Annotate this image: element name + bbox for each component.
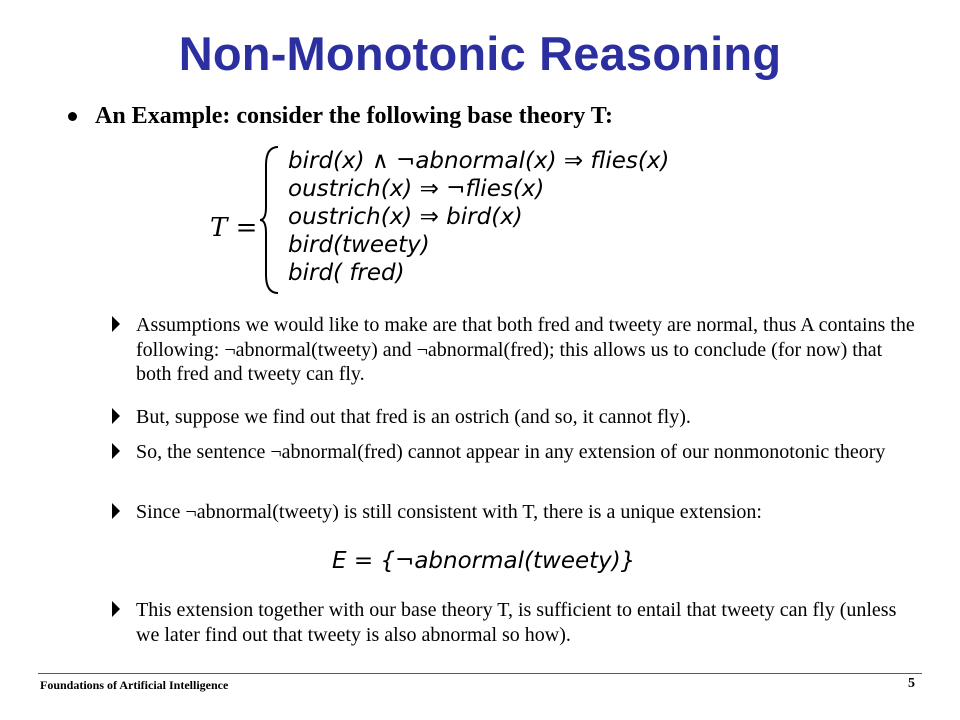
slide-title: Non-Monotonic Reasoning <box>178 27 782 80</box>
left-brace-icon <box>258 145 282 295</box>
footer-divider <box>38 673 922 674</box>
sub-bullet-text: Since ¬abnormal(tweety) is still consistent with T, there is a unique extension: <box>136 501 762 523</box>
sub-bullet-text: This extension together with our base theory T, is sufficient to entail that tweety can fly (unless we later find out that tweety is also abnormal so how). <box>136 599 897 646</box>
page-number: 5 <box>908 676 915 691</box>
arrow-bullet-icon <box>112 408 120 424</box>
arrow-bullet-icon <box>112 316 120 332</box>
theory-rule: bird(tweety) <box>288 232 430 258</box>
theory-rule: oustrich(x) ⇒ bird(x) <box>288 204 523 230</box>
sub-bullet-text: Assumptions we would like to make are that both fred and tweety are normal, thus A contains the following: ¬abnormal(tweety) and ¬abnormal(fred); this allows us to conclude (for now) that both fred and tweety can fly. <box>136 314 915 385</box>
sub-bullet-text: But, suppose we find out that fred is an ostrich (and so, it cannot fly). <box>136 406 691 428</box>
base-theory <box>210 145 710 295</box>
footer-course-title: Foundations of Artificial Intelligence <box>40 678 229 692</box>
theory-label: T = <box>210 213 258 243</box>
arrow-bullet-icon <box>112 443 120 459</box>
main-bullet-text: An Example: consider the following base theory T: <box>95 103 614 129</box>
theory-rule: bird(x) ∧ ¬abnormal(x) ⇒ flies(x) <box>288 148 670 174</box>
extension-equation: E = {¬abnormal(tweety)} <box>332 548 636 574</box>
bullet-dot-icon <box>68 112 77 121</box>
theory-rule: bird( fred) <box>288 260 405 286</box>
theory-rules <box>288 147 669 287</box>
arrow-bullet-icon <box>112 601 120 617</box>
sub-bullet-text: So, the sentence ¬abnormal(fred) cannot appear in any extension of our nonmonotonic theory <box>136 441 886 463</box>
arrow-bullet-icon <box>112 503 120 519</box>
theory-rule: oustrich(x) ⇒ ¬flies(x) <box>288 176 545 202</box>
